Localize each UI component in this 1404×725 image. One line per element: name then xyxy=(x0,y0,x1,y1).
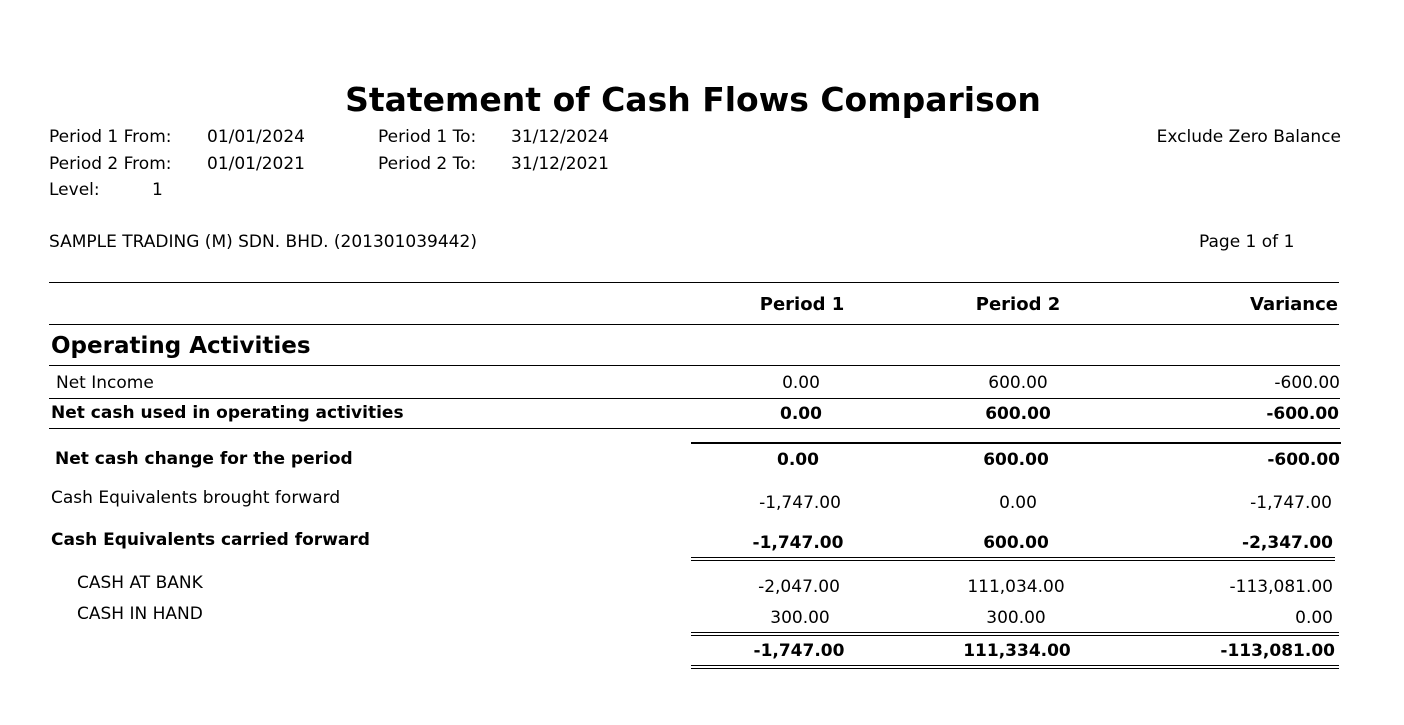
brought-forward-p2: 0.00 xyxy=(999,493,1037,513)
net-cash-used-p1: 0.00 xyxy=(780,404,822,424)
cash-total-bottom-rule xyxy=(691,665,1339,669)
net-income-variance: -600.00 xyxy=(1274,373,1340,393)
col-header-variance: Variance xyxy=(1250,294,1338,315)
company-name: SAMPLE TRADING (M) SDN. BHD. (201301039442) xyxy=(49,232,477,252)
net-change-top-rule xyxy=(691,442,1341,444)
section-rule xyxy=(49,365,1340,366)
period2-to-label: Period 2 To: xyxy=(378,154,477,174)
cash-in-hand-variance: 0.00 xyxy=(1295,608,1333,628)
period2-from-value: 01/01/2021 xyxy=(207,154,305,174)
net-cash-used-p2: 600.00 xyxy=(985,404,1051,424)
carried-forward-label: Cash Equivalents carried forward xyxy=(51,530,370,550)
cash-total-variance: -113,081.00 xyxy=(1220,641,1335,661)
level-value: 1 xyxy=(152,180,163,200)
col-header-period1: Period 1 xyxy=(759,294,845,315)
brought-forward-label: Cash Equivalents brought forward xyxy=(51,488,341,508)
level-label: Level: xyxy=(49,180,100,200)
net-cash-used-variance: -600.00 xyxy=(1266,404,1339,424)
net-income-p2: 600.00 xyxy=(988,373,1048,393)
carried-forward-p2: 600.00 xyxy=(983,533,1049,553)
period2-to-value: 31/12/2021 xyxy=(511,154,609,174)
carried-forward-p1: -1,747.00 xyxy=(752,533,844,553)
brought-forward-variance: -1,747.00 xyxy=(1250,493,1332,513)
col-header-period2: Period 2 xyxy=(975,294,1061,315)
period1-from-value: 01/01/2024 xyxy=(207,127,305,147)
period1-from-label: Period 1 From: xyxy=(49,127,172,147)
net-income-p1: 0.00 xyxy=(782,373,820,393)
period1-to-label: Period 1 To: xyxy=(378,127,477,147)
cash-in-hand-p1: 300.00 xyxy=(770,608,830,628)
net-change-variance: -600.00 xyxy=(1267,450,1340,470)
net-change-p1: 0.00 xyxy=(777,450,819,470)
header-bottom-rule xyxy=(49,324,1339,325)
net-income-rule xyxy=(49,398,1340,399)
period2-from-label: Period 2 From: xyxy=(49,154,172,174)
cash-total-p2: 111,334.00 xyxy=(963,641,1071,661)
period1-to-value: 31/12/2024 xyxy=(511,127,609,147)
carried-forward-variance: -2,347.00 xyxy=(1242,533,1333,553)
net-change-p2: 600.00 xyxy=(983,450,1049,470)
cash-in-hand-label: CASH IN HAND xyxy=(77,604,203,624)
carried-forward-double-rule xyxy=(691,557,1335,561)
header-top-rule xyxy=(49,282,1339,283)
cash-at-bank-label: CASH AT BANK xyxy=(77,573,203,593)
net-income-label: Net Income xyxy=(56,373,154,393)
net-cash-used-label: Net cash used in operating activities xyxy=(51,403,404,423)
cash-at-bank-variance: -113,081.00 xyxy=(1229,577,1333,597)
cash-at-bank-p1: -2,047.00 xyxy=(758,577,840,597)
brought-forward-p1: -1,747.00 xyxy=(759,493,841,513)
operating-bottom-rule xyxy=(49,428,1340,429)
cash-in-hand-p2: 300.00 xyxy=(986,608,1046,628)
cash-total-p1: -1,747.00 xyxy=(753,641,845,661)
section-operating-activities: Operating Activities xyxy=(51,333,311,359)
cash-total-top-rule xyxy=(691,632,1339,636)
cash-at-bank-p2: 111,034.00 xyxy=(967,577,1065,597)
exclude-zero-balance: Exclude Zero Balance xyxy=(1156,127,1341,147)
net-change-label: Net cash change for the period xyxy=(55,449,353,469)
page-number: Page 1 of 1 xyxy=(1199,232,1295,252)
report-title: Statement of Cash Flows Comparison xyxy=(345,80,1041,119)
